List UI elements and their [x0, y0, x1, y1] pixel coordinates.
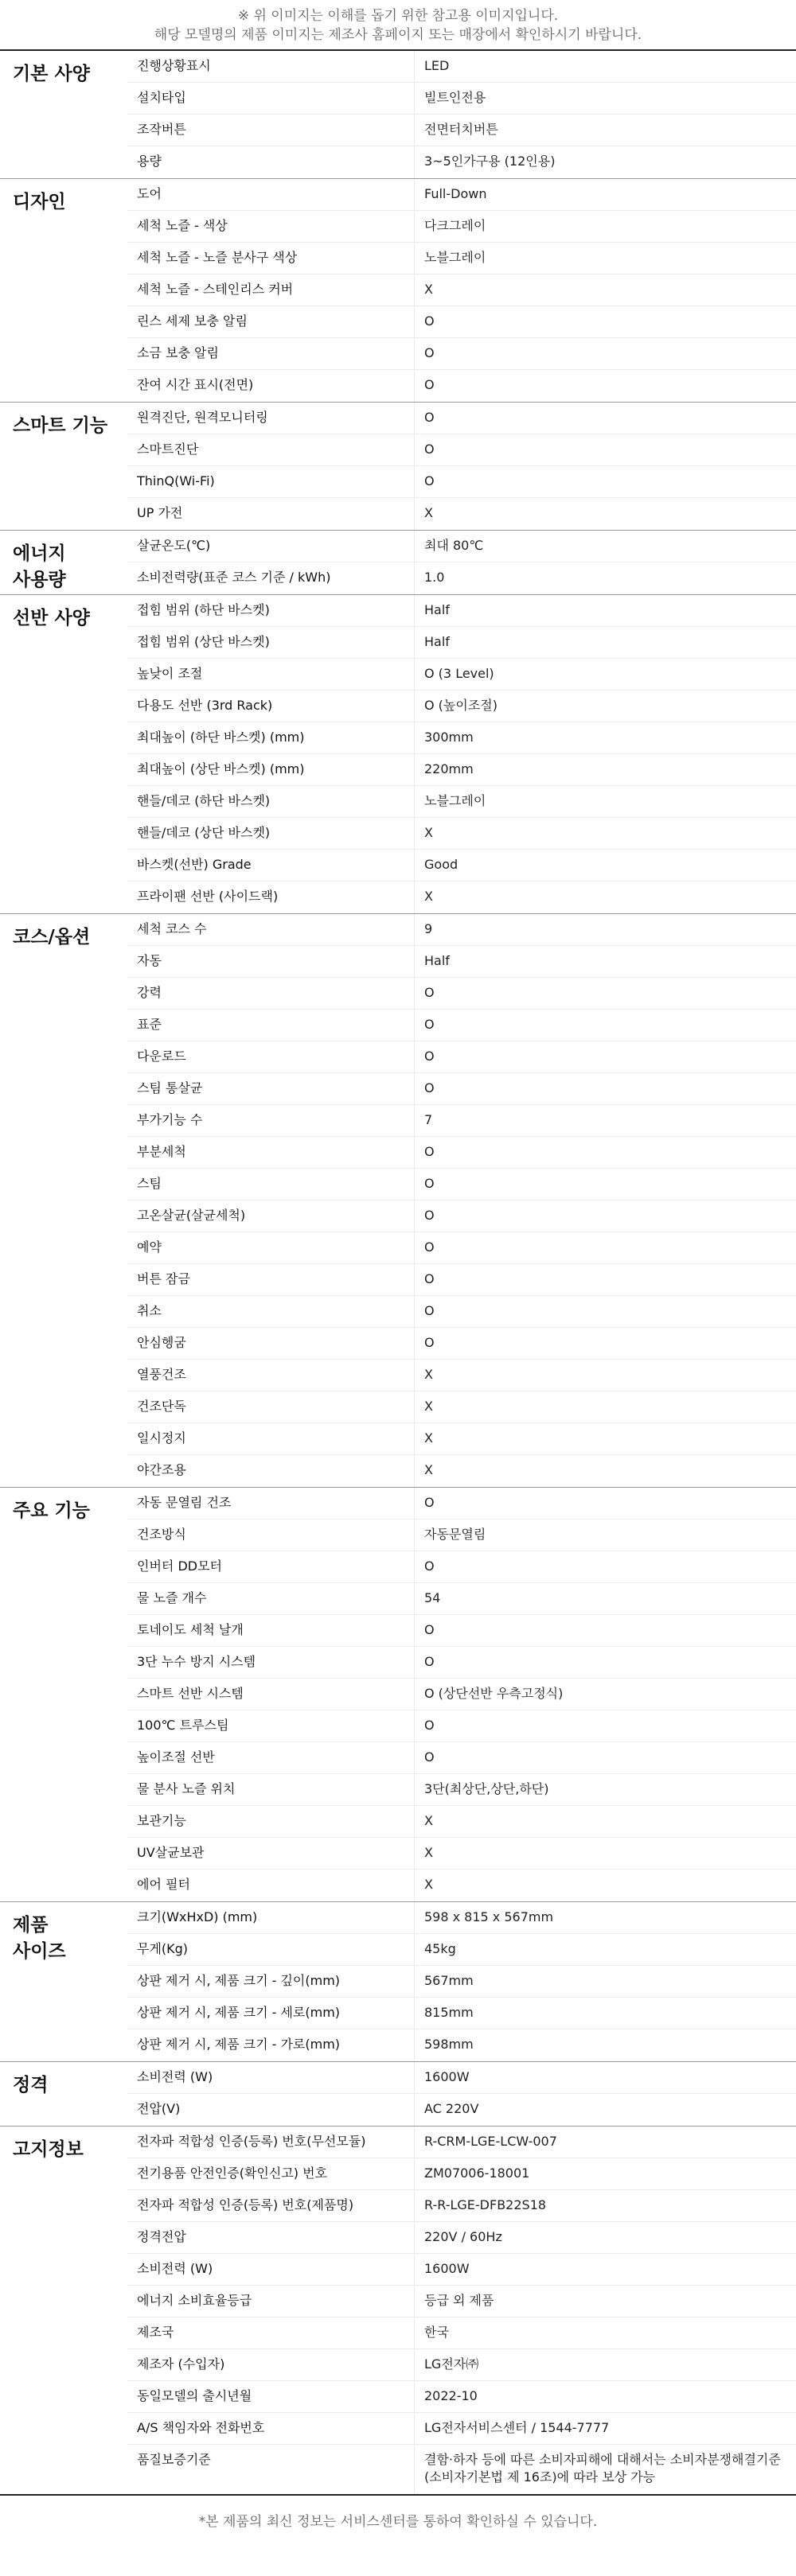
- spec-value: 3~5인가구용 (12인용): [414, 146, 796, 178]
- spec-value: 567mm: [414, 1966, 796, 1997]
- spec-value: 다크그레이: [414, 211, 796, 242]
- spec-value: O: [414, 1073, 796, 1104]
- spec-label: 잔여 시간 표시(전면): [137, 377, 254, 392]
- spec-value: O (높이조절): [414, 691, 796, 722]
- spec-value: X: [414, 1423, 796, 1454]
- spec-row: [127, 146, 796, 178]
- spec-value: O: [414, 1488, 796, 1519]
- spec-label: 설치타입: [137, 90, 186, 105]
- spec-row: [127, 1998, 796, 2029]
- spec-row: [127, 370, 796, 402]
- category-label-line: 정격: [13, 2075, 49, 2095]
- spec-label: 인버터 DD모터: [137, 1558, 223, 1574]
- spec-label: 크기(WxHxD) (mm): [137, 1909, 258, 1924]
- spec-label: 도어: [137, 186, 162, 201]
- spec-group: [0, 914, 796, 1488]
- spec-row: [127, 754, 796, 786]
- spec-label: 상판 제거 시, 제품 크기 - 세로(mm): [137, 2005, 341, 2020]
- spec-label: UV살균보관: [137, 1845, 205, 1860]
- category-label: [0, 1902, 127, 2061]
- spec-row: [127, 881, 796, 913]
- spec-row: [127, 562, 796, 594]
- spec-value: 1.0: [414, 562, 796, 594]
- spec-label: 세척 노즐 - 스테인리스 커버: [137, 282, 294, 297]
- spec-label: 높이조절 선반: [137, 1749, 215, 1765]
- spec-value: X: [414, 1838, 796, 1869]
- spec-value: O: [414, 1169, 796, 1200]
- spec-row: [127, 274, 796, 306]
- spec-row: [127, 2127, 796, 2158]
- category-label: [0, 2127, 127, 2494]
- spec-rows: [127, 595, 796, 913]
- spec-value: R-CRM-LGE-LCW-007: [414, 2127, 796, 2158]
- spec-label: 전기용품 안전인증(확인신고) 번호: [137, 2165, 328, 2181]
- category-label: [0, 51, 127, 178]
- spec-value: 598mm: [414, 2029, 796, 2061]
- spec-label: 핸들/데코 (하단 바스켓): [137, 793, 271, 808]
- spec-row: [127, 1806, 796, 1838]
- category-label-line: 선반 사양: [13, 608, 90, 628]
- spec-row: [127, 51, 796, 83]
- notice-line-1: ※ 위 이미지는 이해를 돕기 위한 참고용 이미지입니다.: [237, 8, 559, 24]
- spec-value: O (3 Level): [414, 659, 796, 690]
- spec-value: AC 220V: [414, 2094, 796, 2126]
- spec-value: O: [414, 306, 796, 337]
- spec-row: [127, 1010, 796, 1041]
- spec-label: 소비전력 (W): [137, 2069, 213, 2084]
- spec-row: [127, 1169, 796, 1200]
- spec-value: 598 x 815 x 567mm: [414, 1902, 796, 1933]
- spec-value: 2022-10: [414, 2381, 796, 2412]
- spec-label: 표준: [137, 1017, 162, 1032]
- spec-value: 자동문열림: [414, 1520, 796, 1551]
- spec-value: ZM07006-18001: [414, 2158, 796, 2189]
- spec-rows: [127, 51, 796, 178]
- spec-label: 상판 제거 시, 제품 크기 - 가로(mm): [137, 2037, 341, 2052]
- spec-label: 스마트진단: [137, 442, 199, 457]
- spec-label: 열풍건조: [137, 1367, 186, 1382]
- spec-value: O: [414, 434, 796, 465]
- spec-label: 안심헹굼: [137, 1335, 186, 1350]
- spec-group: [0, 1902, 796, 2062]
- spec-label: 건조방식: [137, 1527, 186, 1542]
- spec-row: [127, 338, 796, 370]
- spec-label: UP 가전: [137, 505, 183, 520]
- spec-label: 3단 누수 방지 시스템: [137, 1654, 256, 1669]
- reference-notice: [0, 0, 796, 49]
- spec-row: [127, 850, 796, 881]
- spec-value: 1600W: [414, 2062, 796, 2093]
- spec-row: [127, 1934, 796, 1966]
- spec-row: [127, 2062, 796, 2094]
- spec-row: [127, 306, 796, 338]
- spec-value: 220V / 60Hz: [414, 2222, 796, 2253]
- category-label-line: 사용량: [13, 570, 66, 590]
- category-label: [0, 595, 127, 913]
- spec-row: [127, 2158, 796, 2190]
- spec-value: 3단(최상단,상단,하단): [414, 1774, 796, 1805]
- spec-group: [0, 51, 796, 179]
- spec-row: [127, 722, 796, 754]
- spec-value: 9: [414, 914, 796, 945]
- spec-label: 정격전압: [137, 2229, 186, 2244]
- spec-label: 보관기능: [137, 1813, 186, 1828]
- spec-row: [127, 2222, 796, 2254]
- spec-row: [127, 1838, 796, 1870]
- spec-value: 7: [414, 1105, 796, 1136]
- category-label: [0, 1488, 127, 1901]
- spec-value: Half: [414, 627, 796, 658]
- spec-row: [127, 1296, 796, 1328]
- spec-label: 최대높이 (상단 바스켓) (mm): [137, 761, 305, 776]
- spec-label: 소비전력량(표준 코스 기준 / kWh): [137, 570, 331, 585]
- spec-row: [127, 1455, 796, 1487]
- spec-rows: [127, 531, 796, 594]
- spec-label: 소비전력 (W): [137, 2261, 213, 2276]
- spec-value: 빌트인전용: [414, 83, 796, 114]
- spec-row: [127, 2445, 796, 2494]
- spec-label: 용량: [137, 154, 162, 169]
- category-label-line: 제품: [13, 1915, 49, 1936]
- spec-row: [127, 1647, 796, 1679]
- spec-label: 물 노즐 개수: [137, 1590, 207, 1605]
- spec-label: 자동 문열림 건조: [137, 1495, 232, 1510]
- spec-value: O: [414, 1200, 796, 1232]
- spec-label: 100℃ 트루스팀: [137, 1718, 229, 1733]
- spec-label: 높낮이 조절: [137, 666, 203, 681]
- spec-row: [127, 691, 796, 722]
- spec-rows: [127, 1488, 796, 1901]
- spec-value: O: [414, 1615, 796, 1646]
- spec-row: [127, 914, 796, 946]
- spec-group: [0, 403, 796, 531]
- spec-value: X: [414, 1455, 796, 1487]
- spec-row: [127, 2381, 796, 2413]
- spec-label: 세척 노즐 - 색상: [137, 218, 228, 233]
- spec-row: [127, 1488, 796, 1520]
- spec-row: [127, 2094, 796, 2126]
- spec-label: 무게(Kg): [137, 1941, 189, 1956]
- spec-label: 에너지 소비효율등급: [137, 2293, 252, 2308]
- spec-value: O: [414, 1137, 796, 1168]
- spec-rows: [127, 1902, 796, 2061]
- spec-value: O: [414, 403, 796, 434]
- spec-value: 등급 외 제품: [414, 2286, 796, 2317]
- spec-value: R-R-LGE-DFB22S18: [414, 2190, 796, 2221]
- spec-row: [127, 2286, 796, 2317]
- spec-label: 린스 세제 보충 알림: [137, 313, 248, 329]
- spec-label: 부가기능 수: [137, 1112, 203, 1127]
- spec-label: 고온살균(살균세척): [137, 1208, 246, 1223]
- spec-value: 결함·하자 등에 따른 소비자피해에 대해서는 소비자분쟁해결기준(소비자기본법 제 16조)에 따라 보상 가능: [414, 2445, 796, 2494]
- spec-row: [127, 1520, 796, 1551]
- category-label-line: 에너지: [13, 543, 66, 564]
- spec-label: 제조자 (수입자): [137, 2356, 225, 2372]
- spec-rows: [127, 2062, 796, 2126]
- spec-rows: [127, 403, 796, 530]
- spec-value: 815mm: [414, 1998, 796, 2029]
- spec-value: 노블그레이: [414, 243, 796, 274]
- spec-label: 최대높이 (하단 바스켓) (mm): [137, 730, 305, 745]
- spec-row: [127, 1902, 796, 1934]
- spec-label: 조작버튼: [137, 122, 186, 137]
- spec-value: Good: [414, 850, 796, 881]
- spec-value: X: [414, 1360, 796, 1391]
- spec-value: 노블그레이: [414, 786, 796, 817]
- spec-label: 접힘 범위 (상단 바스켓): [137, 634, 270, 649]
- spec-value: LG전자서비스센터 / 1544-7777: [414, 2413, 796, 2444]
- spec-label: 강력: [137, 985, 162, 1000]
- spec-rows: [127, 179, 796, 402]
- spec-row: [127, 627, 796, 659]
- spec-row: [127, 2254, 796, 2286]
- spec-row: [127, 2190, 796, 2222]
- spec-row: [127, 818, 796, 850]
- spec-value: LG전자㈜: [414, 2349, 796, 2380]
- footer-note: *본 제품의 최신 정보는 서비스센터를 통하여 확인하실 수 있습니다.: [198, 2514, 598, 2530]
- spec-label: ThinQ(Wi-Fi): [137, 473, 215, 488]
- spec-value: 300mm: [414, 722, 796, 753]
- spec-label: 예약: [137, 1239, 162, 1255]
- spec-row: [127, 1232, 796, 1264]
- spec-row: [127, 434, 796, 466]
- spec-value: O: [414, 1742, 796, 1773]
- spec-row: [127, 1200, 796, 1232]
- spec-value: O (상단선반 우측고정식): [414, 1679, 796, 1710]
- spec-label: 제조국: [137, 2325, 174, 2340]
- spec-row: [127, 2413, 796, 2445]
- spec-row: [127, 83, 796, 115]
- spec-row: [127, 2317, 796, 2349]
- spec-group: [0, 1488, 796, 1902]
- spec-label: 전압(V): [137, 2101, 181, 2116]
- spec-label: A/S 책임자와 전화번호: [137, 2420, 265, 2435]
- spec-value: X: [414, 498, 796, 530]
- spec-row: [127, 1583, 796, 1615]
- spec-value: O: [414, 1710, 796, 1741]
- spec-group: [0, 179, 796, 403]
- spec-label: 취소: [137, 1303, 162, 1318]
- spec-row: [127, 1105, 796, 1137]
- spec-label: 세척 코스 수: [137, 921, 207, 936]
- spec-label: 버튼 잠금: [137, 1271, 190, 1286]
- spec-row: [127, 1710, 796, 1742]
- spec-label: 다용도 선반 (3rd Rack): [137, 698, 273, 713]
- spec-label: 전자파 적합성 인증(등록) 번호(무선모듈): [137, 2134, 366, 2149]
- spec-value: 220mm: [414, 754, 796, 785]
- spec-label: 상판 제거 시, 제품 크기 - 깊이(mm): [137, 1973, 341, 1988]
- spec-rows: [127, 914, 796, 1487]
- spec-value: X: [414, 881, 796, 913]
- spec-value: O: [414, 1010, 796, 1041]
- category-label-line: 기본 사양: [13, 64, 90, 84]
- category-label: [0, 403, 127, 530]
- spec-row: [127, 115, 796, 146]
- spec-value: O: [414, 1264, 796, 1295]
- category-label: [0, 914, 127, 1487]
- spec-label: 물 분사 노즐 위치: [137, 1781, 236, 1796]
- spec-row: [127, 1966, 796, 1998]
- spec-label: 진행상황표시: [137, 58, 211, 73]
- spec-value: X: [414, 274, 796, 305]
- spec-value: Half: [414, 595, 796, 626]
- spec-value: O: [414, 1232, 796, 1263]
- spec-row: [127, 1264, 796, 1296]
- spec-value: Full-Down: [414, 179, 796, 210]
- category-label: [0, 2062, 127, 2126]
- spec-label: 세척 노즐 - 노즐 분사구 색상: [137, 250, 298, 265]
- spec-row: [127, 946, 796, 978]
- spec-label: 원격진단, 원격모니터링: [137, 410, 268, 425]
- spec-row: [127, 1041, 796, 1073]
- spec-row: [127, 1551, 796, 1583]
- spec-value: O: [414, 338, 796, 369]
- spec-row: [127, 211, 796, 243]
- spec-row: [127, 1679, 796, 1710]
- spec-row: [127, 2029, 796, 2061]
- spec-value: X: [414, 818, 796, 849]
- category-label: [0, 179, 127, 402]
- spec-value: 1600W: [414, 2254, 796, 2285]
- category-label: [0, 531, 127, 594]
- spec-row: [127, 659, 796, 691]
- spec-row: [127, 1360, 796, 1391]
- category-label-line: 고지정보: [13, 2139, 84, 2160]
- spec-value: 최대 80℃: [414, 531, 796, 562]
- category-label-line: 디자인: [13, 192, 66, 212]
- category-label-line: 주요 기능: [13, 1500, 90, 1521]
- spec-label: 핸들/데코 (상단 바스켓): [137, 825, 271, 840]
- spec-label: 동일모델의 출시년월: [137, 2388, 252, 2403]
- spec-value: X: [414, 1806, 796, 1837]
- spec-row: [127, 1615, 796, 1647]
- spec-label: 에어 필터: [137, 1877, 190, 1892]
- spec-label: 부분세척: [137, 1144, 186, 1159]
- category-label-line: 사이즈: [13, 1941, 66, 1962]
- spec-label: 스마트 선반 시스템: [137, 1686, 244, 1701]
- spec-value: O: [414, 1328, 796, 1359]
- spec-row: [127, 403, 796, 434]
- spec-label: 품질보증기준: [137, 2452, 211, 2467]
- spec-label: 자동: [137, 953, 162, 968]
- spec-label: 프라이팬 선반 (사이드랙): [137, 889, 279, 904]
- spec-value: LED: [414, 51, 796, 82]
- spec-table: [0, 49, 796, 2496]
- spec-rows: [127, 2127, 796, 2494]
- spec-row: [127, 243, 796, 274]
- spec-group: [0, 2127, 796, 2496]
- notice-line-2: 해당 모델명의 제품 이미지는 제조사 홈페이지 또는 매장에서 확인하시기 바랍니다.: [154, 27, 642, 43]
- spec-group: [0, 2062, 796, 2127]
- spec-row: [127, 179, 796, 211]
- spec-value: O: [414, 1296, 796, 1327]
- spec-row: [127, 1774, 796, 1806]
- spec-value: X: [414, 1870, 796, 1901]
- category-label-line: 스마트 기능: [13, 415, 108, 436]
- spec-label: 일시정지: [137, 1430, 186, 1446]
- spec-row: [127, 786, 796, 818]
- spec-row: [127, 595, 796, 627]
- spec-value: O: [414, 370, 796, 402]
- spec-label: 전자파 적합성 인증(등록) 번호(제품명): [137, 2197, 354, 2212]
- spec-row: [127, 1073, 796, 1105]
- spec-label: 소금 보충 알림: [137, 345, 219, 360]
- spec-row: [127, 531, 796, 562]
- spec-row: [127, 1328, 796, 1360]
- spec-row: [127, 978, 796, 1010]
- spec-row: [127, 2349, 796, 2381]
- spec-row: [127, 466, 796, 498]
- spec-label: 바스켓(선반) Grade: [137, 857, 252, 872]
- spec-row: [127, 1391, 796, 1423]
- spec-group: [0, 531, 796, 595]
- spec-label: 접힘 범위 (하단 바스켓): [137, 602, 270, 617]
- spec-label: 스팀 통살균: [137, 1080, 203, 1095]
- spec-label: 토네이도 세척 날개: [137, 1622, 244, 1637]
- spec-group: [0, 595, 796, 914]
- spec-value: 54: [414, 1583, 796, 1614]
- category-label-line: 코스/옵션: [13, 927, 91, 948]
- spec-value: O: [414, 978, 796, 1009]
- spec-value: X: [414, 1391, 796, 1422]
- spec-row: [127, 1137, 796, 1169]
- spec-row: [127, 1423, 796, 1455]
- spec-value: 한국: [414, 2317, 796, 2348]
- spec-value: O: [414, 1647, 796, 1678]
- spec-value: Half: [414, 946, 796, 977]
- spec-label: 건조단독: [137, 1399, 186, 1414]
- spec-row: [127, 1742, 796, 1774]
- spec-value: O: [414, 1551, 796, 1582]
- spec-row: [127, 498, 796, 530]
- spec-value: O: [414, 466, 796, 497]
- spec-value: O: [414, 1041, 796, 1072]
- spec-label: 스팀: [137, 1176, 162, 1191]
- spec-label: 다운로드: [137, 1049, 186, 1064]
- spec-value: 전면터치버튼: [414, 115, 796, 146]
- spec-row: [127, 1870, 796, 1901]
- spec-value: 45kg: [414, 1934, 796, 1965]
- spec-label: 야간조용: [137, 1462, 186, 1477]
- spec-label: 살균온도(℃): [137, 538, 211, 553]
